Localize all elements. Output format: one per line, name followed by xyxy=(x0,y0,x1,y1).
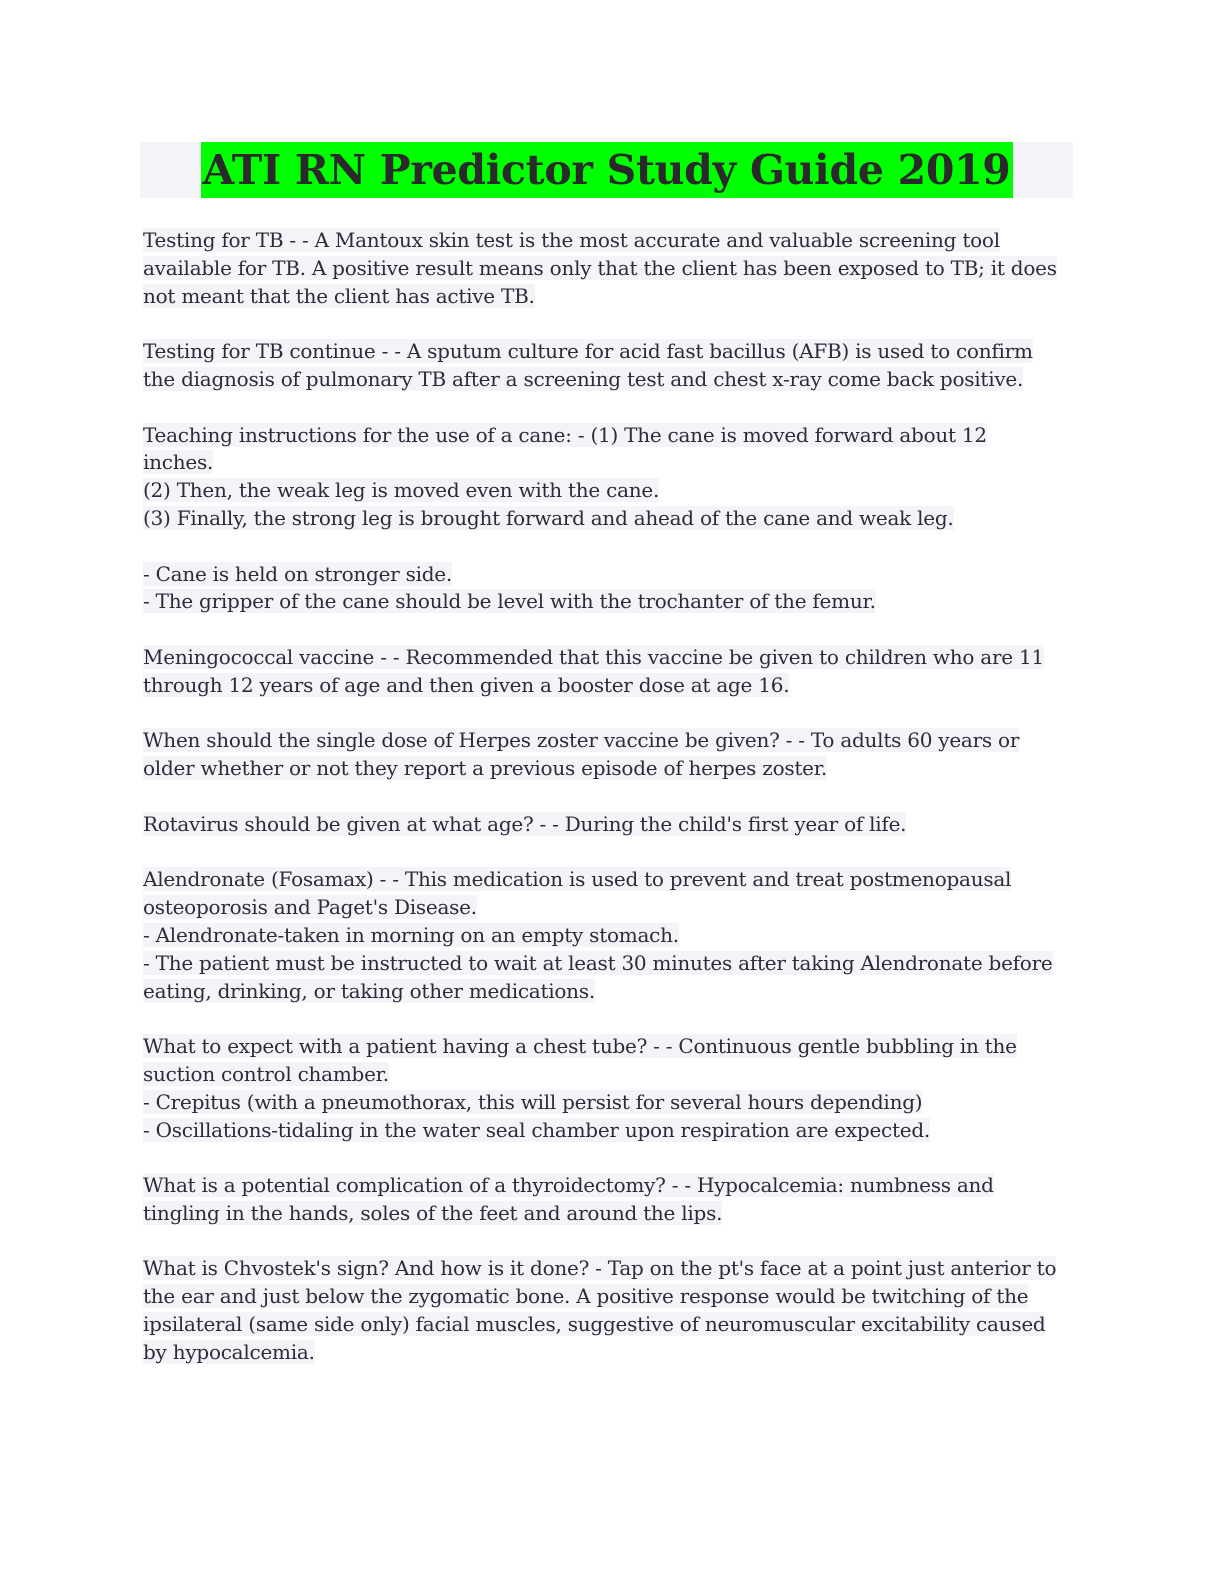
text-line-content: When should the single dose of Herpes zoster vaccine be given? - - To adults 60 years or xyxy=(143,728,1020,753)
text-line-content: the diagnosis of pulmonary TB after a screening test and chest x-ray come back positive. xyxy=(143,366,1024,391)
study-paragraph xyxy=(143,1172,1078,1228)
study-paragraph xyxy=(143,866,1078,1005)
text-line xyxy=(143,978,1078,1006)
text-line-content: Alendronate (Fosamax) - - This medication is used to prevent and treat postmenopausal xyxy=(143,867,1012,892)
text-line-content: - The patient must be instructed to wait at least 30 minutes after taking Alendronate before xyxy=(143,950,1053,975)
text-line-content: (2) Then, the weak leg is moved even with the cane. xyxy=(143,478,660,503)
study-paragraph xyxy=(143,811,1078,839)
text-line-content: - Cane is held on stronger side. xyxy=(143,561,452,586)
study-paragraph xyxy=(143,561,1078,617)
study-paragraph xyxy=(143,1033,1078,1144)
text-line-content: older whether or not they report a previous episode of herpes zoster. xyxy=(143,756,827,781)
text-line xyxy=(143,950,1078,978)
text-line xyxy=(143,922,1078,950)
text-line-content: the ear and just below the zygomatic bone. A positive response would be twitching of the xyxy=(143,1284,1029,1309)
text-line-content: What is a potential complication of a thyroidectomy? - - Hypocalcemia: numbness and xyxy=(143,1173,994,1198)
text-line-content: What to expect with a patient having a chest tube? - - Continuous gentle bubbling in the xyxy=(143,1034,1017,1059)
text-line-content: - The gripper of the cane should be level with the trochanter of the femur. xyxy=(143,589,876,614)
study-paragraph xyxy=(143,227,1078,310)
text-line xyxy=(143,866,1078,894)
text-line-content: - Oscillations-tidaling in the water seal chamber upon respiration are expected. xyxy=(143,1117,931,1142)
study-paragraph xyxy=(143,1255,1078,1366)
text-line-content: osteoporosis and Paget's Disease. xyxy=(143,895,477,920)
text-line xyxy=(143,1172,1078,1200)
text-line xyxy=(143,283,1078,311)
title-band xyxy=(140,142,1073,198)
text-line-content: Meningococcal vaccine - - Recommended that this vaccine be given to children who are 11 xyxy=(143,644,1044,669)
text-line xyxy=(143,366,1078,394)
text-line xyxy=(143,422,1078,450)
study-paragraph xyxy=(143,338,1078,394)
text-line-content: Testing for TB - - A Mantoux skin test is the most accurate and valuable screening tool xyxy=(143,228,1000,252)
study-paragraph xyxy=(143,422,1078,533)
text-line xyxy=(143,1200,1078,1228)
text-line-content: What is Chvostek's sign? And how is it done? - Tap on the pt's face at a point just anterior to xyxy=(143,1256,1057,1281)
text-line-content: suction control chamber. xyxy=(143,1061,389,1086)
text-line-content: - Alendronate-taken in morning on an empty stomach. xyxy=(143,922,679,947)
text-line xyxy=(143,811,1078,839)
text-line xyxy=(143,505,1078,533)
text-line xyxy=(143,1339,1078,1367)
text-line-content: tingling in the hands, soles of the feet and around the lips. xyxy=(143,1200,723,1225)
text-line-content: through 12 years of age and then given a booster dose at age 16. xyxy=(143,672,790,697)
text-line-content: (3) Finally, the strong leg is brought forward and ahead of the cane and weak leg. xyxy=(143,505,954,530)
text-line-content: ipsilateral (same side only) facial muscles, suggestive of neuromuscular excitability caused xyxy=(143,1312,1046,1337)
text-line-content: Teaching instructions for the use of a cane: - (1) The cane is moved forward about 12 xyxy=(143,422,987,447)
text-line-content: available for TB. A positive result means only that the client has been exposed to TB; it does xyxy=(143,255,1057,280)
text-line xyxy=(143,755,1078,783)
text-line xyxy=(143,338,1078,366)
text-line xyxy=(143,1061,1078,1089)
study-paragraph xyxy=(143,727,1078,783)
text-line xyxy=(143,1255,1078,1283)
text-line-content: not meant that the client has active TB. xyxy=(143,283,535,308)
text-line xyxy=(143,1089,1078,1117)
text-line xyxy=(143,672,1078,700)
text-line xyxy=(143,588,1078,616)
text-line-content: by hypocalcemia. xyxy=(143,1339,315,1364)
text-line xyxy=(143,1117,1078,1145)
text-line xyxy=(143,1283,1078,1311)
text-line xyxy=(143,894,1078,922)
document-body xyxy=(143,227,1078,1394)
text-line xyxy=(143,1311,1078,1339)
text-line xyxy=(143,255,1078,283)
text-line xyxy=(143,727,1078,755)
text-line xyxy=(143,1033,1078,1061)
text-line-content: eating, drinking, or taking other medications. xyxy=(143,978,595,1003)
study-paragraph xyxy=(143,644,1078,700)
text-line xyxy=(143,561,1078,589)
text-line-content: Rotavirus should be given at what age? - - During the child's first year of life. xyxy=(143,811,907,836)
text-line xyxy=(143,227,1078,255)
text-line-content: - Crepitus (with a pneumothorax, this will persist for several hours depending) xyxy=(143,1089,923,1114)
text-line xyxy=(143,477,1078,505)
text-line xyxy=(143,644,1078,672)
text-line-content: inches. xyxy=(143,450,214,475)
text-line xyxy=(143,449,1078,477)
text-line-content: Testing for TB continue - - A sputum culture for acid fast bacillus (AFB) is used to confirm xyxy=(143,339,1033,364)
document-title: ATI RN Predictor Study Guide 2019 xyxy=(201,142,1013,198)
